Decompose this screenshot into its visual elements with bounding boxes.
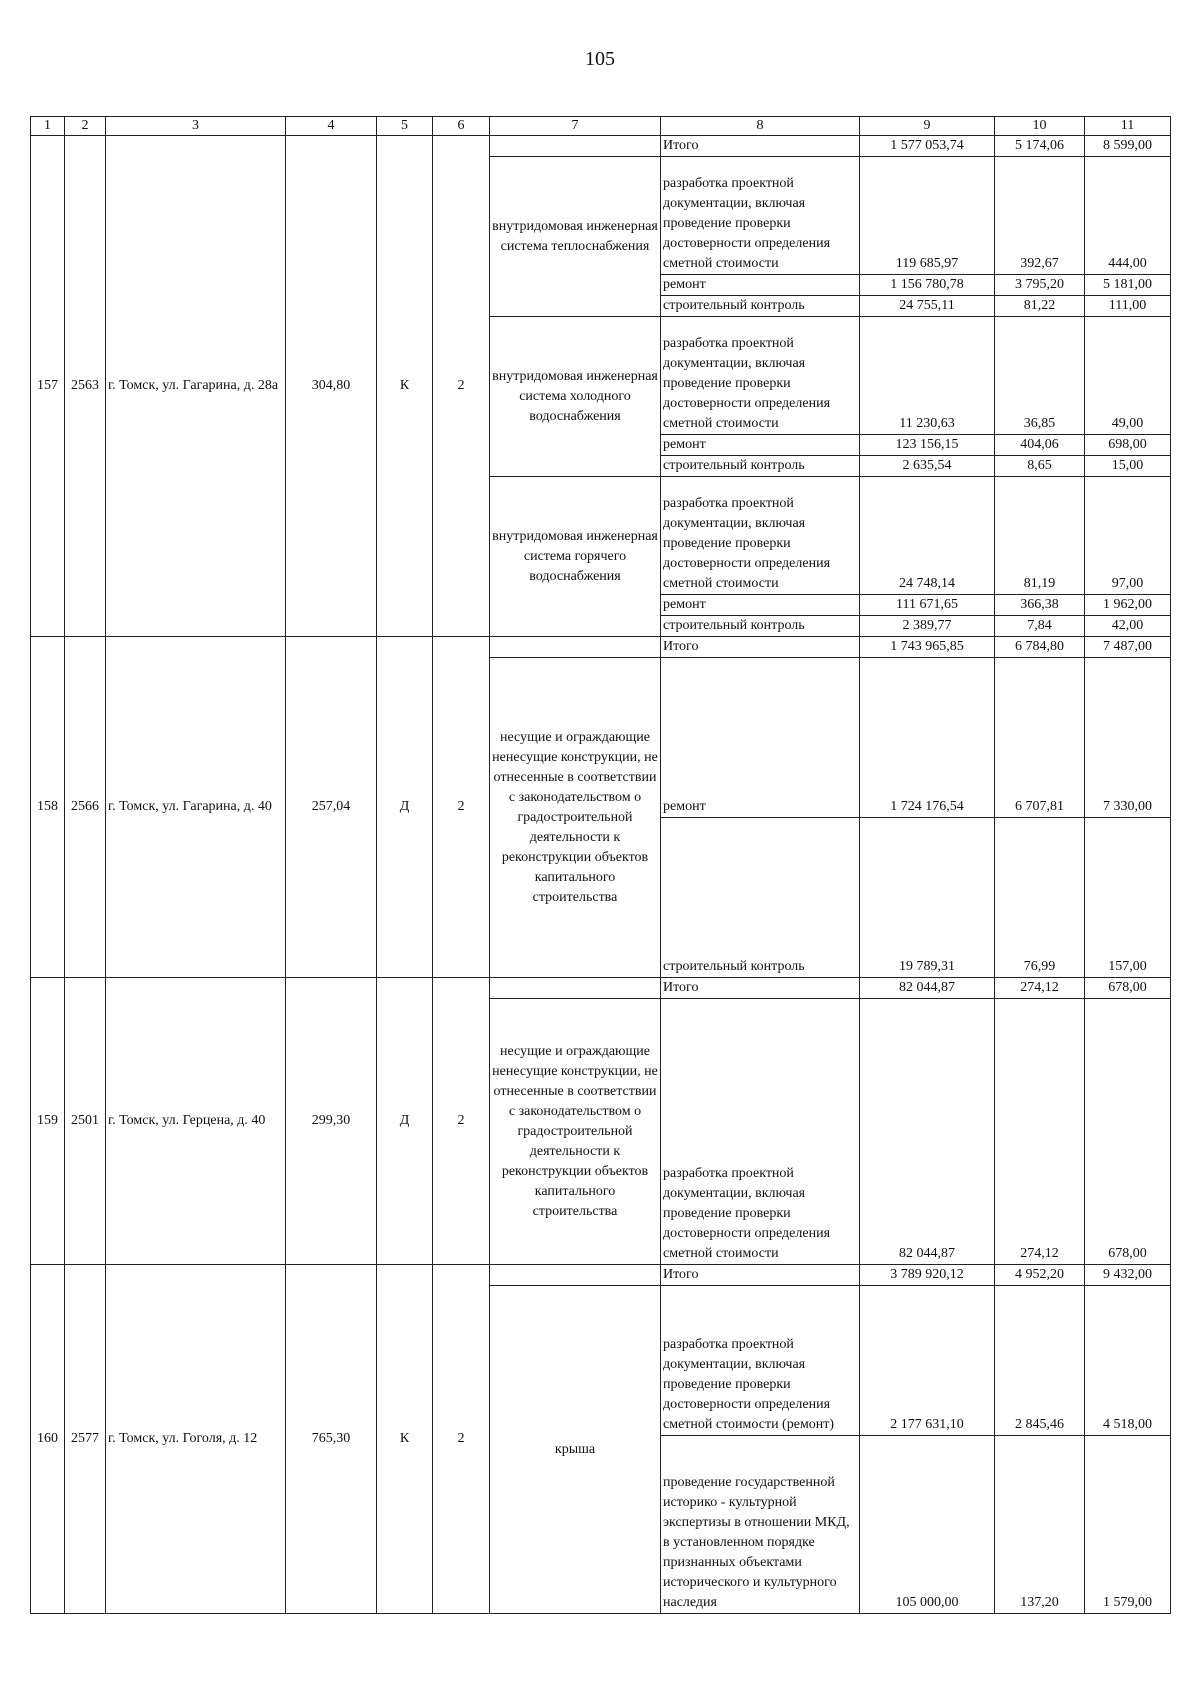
area-cell: 299,30	[286, 978, 377, 1265]
cost-cell: 2 177 631,10	[860, 1286, 995, 1436]
work-plan-table	[30, 116, 1171, 1614]
total-per-unit-cell: 4 952,20	[995, 1265, 1085, 1286]
header-row	[31, 117, 1171, 136]
area-cell: 765,30	[286, 1265, 377, 1614]
total-label-cell: Итого	[661, 978, 860, 999]
component-name-cell: внутридомовая инженерная система теплоснабжения	[490, 157, 661, 317]
work-type-cell: ремонт	[661, 275, 860, 296]
cost-cell: 119 685,97	[860, 157, 995, 275]
total-per-unit-cell: 274,12	[995, 978, 1085, 999]
work-type-cell: разработка проектной документации, включая проведение проверки достоверности определения сметной стоимости	[661, 477, 860, 595]
cost-cell: 1 724 176,54	[860, 658, 995, 818]
per-unit-cell: 7,84	[995, 616, 1085, 637]
header-cell: 5	[377, 117, 433, 136]
header-cell: 8	[661, 117, 860, 136]
table-row	[31, 637, 1171, 658]
per-unit-cell: 2 845,46	[995, 1286, 1085, 1436]
table-row	[31, 978, 1171, 999]
table-row	[31, 1265, 1171, 1286]
total-cost-cell: 3 789 920,12	[860, 1265, 995, 1286]
per-unit-cell: 274,12	[995, 999, 1085, 1265]
table-row	[31, 136, 1171, 157]
work-type-cell: строительный контроль	[661, 818, 860, 978]
code-cell: 2563	[65, 136, 106, 637]
limit-cell: 111,00	[1085, 296, 1171, 317]
cost-cell: 1 156 780,78	[860, 275, 995, 296]
limit-cell: 42,00	[1085, 616, 1171, 637]
component-empty-cell	[490, 637, 661, 658]
cost-cell: 111 671,65	[860, 595, 995, 616]
work-type-cell: ремонт	[661, 435, 860, 456]
work-type-cell: ремонт	[661, 595, 860, 616]
type-cell: Д	[377, 637, 433, 978]
work-type-cell: разработка проектной документации, включая проведение проверки достоверности определения сметной стоимости	[661, 317, 860, 435]
limit-cell: 1 579,00	[1085, 1436, 1171, 1614]
per-unit-cell: 81,22	[995, 296, 1085, 317]
component-empty-cell	[490, 1265, 661, 1286]
cost-cell: 2 389,77	[860, 616, 995, 637]
per-unit-cell: 81,19	[995, 477, 1085, 595]
cost-cell: 11 230,63	[860, 317, 995, 435]
work-type-cell: ремонт	[661, 658, 860, 818]
component-empty-cell	[490, 978, 661, 999]
per-unit-cell: 76,99	[995, 818, 1085, 978]
work-type-cell: разработка проектной документации, включая проведение проверки достоверности определения сметной стоимости (ремонт)	[661, 1286, 860, 1436]
limit-cell: 444,00	[1085, 157, 1171, 275]
total-limit-cell: 678,00	[1085, 978, 1171, 999]
cost-cell: 19 789,31	[860, 818, 995, 978]
code-cell: 2566	[65, 637, 106, 978]
component-name-cell: внутридомовая инженерная система холодного водоснабжения	[490, 317, 661, 477]
header-cell: 3	[106, 117, 286, 136]
total-limit-cell: 8 599,00	[1085, 136, 1171, 157]
header-cell: 4	[286, 117, 377, 136]
per-unit-cell: 6 707,81	[995, 658, 1085, 818]
header-cell: 2	[65, 117, 106, 136]
count-cell: 2	[433, 136, 490, 637]
cost-cell: 82 044,87	[860, 999, 995, 1265]
header-cell: 9	[860, 117, 995, 136]
code-cell: 2577	[65, 1265, 106, 1614]
header-cell: 7	[490, 117, 661, 136]
limit-cell: 5 181,00	[1085, 275, 1171, 296]
cost-cell: 2 635,54	[860, 456, 995, 477]
area-cell: 304,80	[286, 136, 377, 637]
limit-cell: 49,00	[1085, 317, 1171, 435]
cost-cell: 24 755,11	[860, 296, 995, 317]
component-name-cell: крыша	[490, 1286, 661, 1614]
limit-cell: 678,00	[1085, 999, 1171, 1265]
per-unit-cell: 392,67	[995, 157, 1085, 275]
total-label-cell: Итого	[661, 637, 860, 658]
component-name-cell: несущие и ограждающие ненесущие конструкции, не отнесенные в соответствии с законодательством о градостроительной деятельности к реконструкции объектов капитального строительства	[490, 658, 661, 978]
cost-cell: 105 000,00	[860, 1436, 995, 1614]
header-cell: 6	[433, 117, 490, 136]
per-unit-cell: 404,06	[995, 435, 1085, 456]
work-type-cell: строительный контроль	[661, 616, 860, 637]
total-limit-cell: 7 487,00	[1085, 637, 1171, 658]
count-cell: 2	[433, 978, 490, 1265]
row-number-cell: 159	[31, 978, 65, 1265]
area-cell: 257,04	[286, 637, 377, 978]
address-cell: г. Томск, ул. Гоголя, д. 12	[106, 1265, 286, 1614]
work-type-cell: проведение государственной историко - культурной экспертизы в отношении МКД, в установленном порядке признанных объектами исторического и культурного наследия	[661, 1436, 860, 1614]
total-label-cell: Итого	[661, 136, 860, 157]
header-cell: 10	[995, 117, 1085, 136]
header-cell: 11	[1085, 117, 1171, 136]
row-number-cell: 160	[31, 1265, 65, 1614]
type-cell: Д	[377, 978, 433, 1265]
count-cell: 2	[433, 1265, 490, 1614]
limit-cell: 157,00	[1085, 818, 1171, 978]
limit-cell: 1 962,00	[1085, 595, 1171, 616]
work-type-cell: строительный контроль	[661, 296, 860, 317]
header-cell: 1	[31, 117, 65, 136]
count-cell: 2	[433, 637, 490, 978]
per-unit-cell: 137,20	[995, 1436, 1085, 1614]
component-name-cell: несущие и ограждающие ненесущие конструкции, не отнесенные в соответствии с законодательством о градостроительной деятельности к реконструкции объектов капитального строительства	[490, 999, 661, 1265]
work-type-cell: разработка проектной документации, включая проведение проверки достоверности определения сметной стоимости	[661, 999, 860, 1265]
total-label-cell: Итого	[661, 1265, 860, 1286]
address-cell: г. Томск, ул. Герцена, д. 40	[106, 978, 286, 1265]
work-type-cell: строительный контроль	[661, 456, 860, 477]
address-cell: г. Томск, ул. Гагарина, д. 28а	[106, 136, 286, 637]
total-cost-cell: 1 743 965,85	[860, 637, 995, 658]
component-name-cell: внутридомовая инженерная система горячего водоснабжения	[490, 477, 661, 637]
per-unit-cell: 8,65	[995, 456, 1085, 477]
work-type-cell: разработка проектной документации, включая проведение проверки достоверности определения сметной стоимости	[661, 157, 860, 275]
limit-cell: 7 330,00	[1085, 658, 1171, 818]
total-per-unit-cell: 6 784,80	[995, 637, 1085, 658]
type-cell: К	[377, 136, 433, 637]
limit-cell: 4 518,00	[1085, 1286, 1171, 1436]
address-cell: г. Томск, ул. Гагарина, д. 40	[106, 637, 286, 978]
cost-cell: 123 156,15	[860, 435, 995, 456]
type-cell: К	[377, 1265, 433, 1614]
code-cell: 2501	[65, 978, 106, 1265]
page-number: 105	[585, 48, 615, 70]
total-limit-cell: 9 432,00	[1085, 1265, 1171, 1286]
total-per-unit-cell: 5 174,06	[995, 136, 1085, 157]
per-unit-cell: 36,85	[995, 317, 1085, 435]
limit-cell: 698,00	[1085, 435, 1171, 456]
row-number-cell: 158	[31, 637, 65, 978]
row-number-cell: 157	[31, 136, 65, 637]
limit-cell: 97,00	[1085, 477, 1171, 595]
limit-cell: 15,00	[1085, 456, 1171, 477]
per-unit-cell: 366,38	[995, 595, 1085, 616]
per-unit-cell: 3 795,20	[995, 275, 1085, 296]
total-cost-cell: 1 577 053,74	[860, 136, 995, 157]
component-empty-cell	[490, 136, 661, 157]
cost-cell: 24 748,14	[860, 477, 995, 595]
total-cost-cell: 82 044,87	[860, 978, 995, 999]
